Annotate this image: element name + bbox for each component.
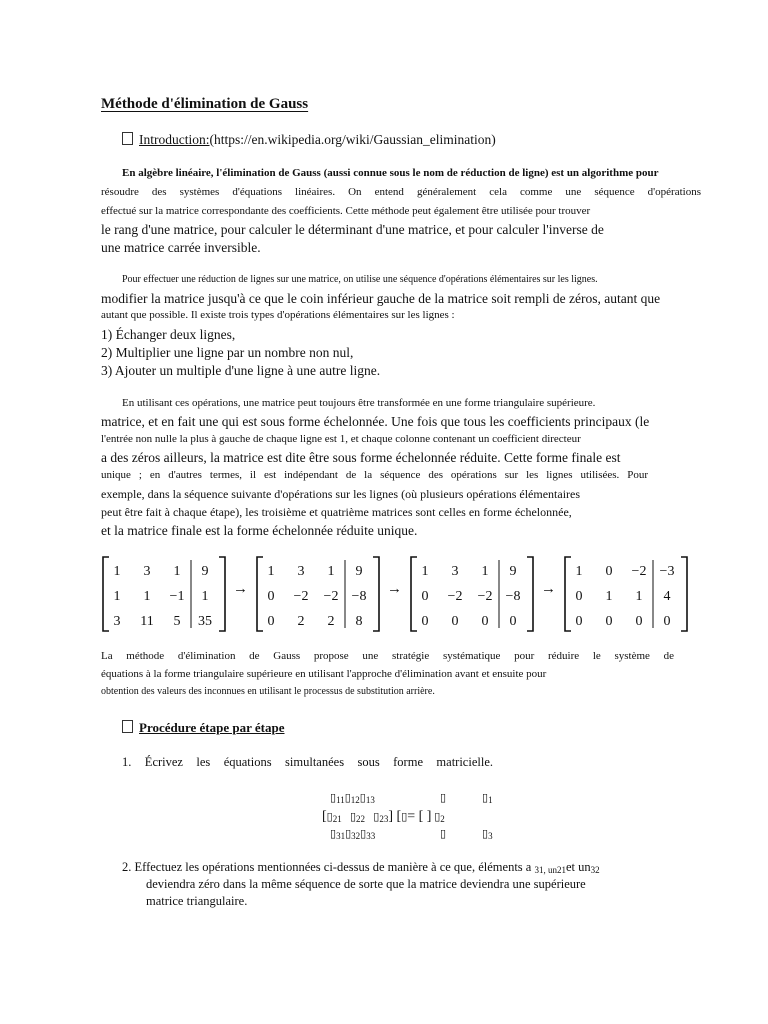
eqn-sub: 13	[365, 795, 375, 805]
matrix-cell: 1	[575, 564, 583, 579]
matrix-cell: 0	[267, 614, 275, 629]
step-2-sub: 31, un21	[534, 865, 566, 875]
placeholder-glyph: ▯	[440, 792, 447, 804]
matrix-cell: 9	[355, 564, 363, 579]
matrix-cell: −2	[631, 564, 647, 579]
matrix-cell: 0	[267, 589, 275, 604]
placeholder-glyph: ▯	[360, 828, 367, 840]
wikipedia-link[interactable]: (https://en.wikipedia.org/wiki/Gaussian_elimination)	[209, 132, 496, 147]
matrix-cell: 4	[663, 589, 671, 604]
placeholder-glyph: ▯	[330, 792, 337, 804]
p1-line-3: effectué sur la matrice correspondante des coefficients. Cette méthode peut également être utilisée pour trouver	[101, 205, 591, 217]
p2-line-3: autant que possible. Il existe trois types d'opérations élémentaires sur les lignes :	[101, 309, 455, 321]
matrix-cell: −8	[351, 589, 367, 604]
arrow-icon: →	[233, 581, 248, 597]
checkbox-icon	[122, 132, 133, 145]
matrix-cell: −2	[323, 589, 339, 604]
matrix-cell: 0	[481, 614, 489, 629]
p2-line-2: modifier la matrice jusqu'à ce que le coin inférieur gauche de la matrice soit rempli de zéros, autant que	[101, 291, 661, 306]
p4-line-1: La méthode d'élimination de Gauss propose une stratégie systématique pour réduire le système de	[101, 650, 674, 662]
eqn-sub: 3	[488, 831, 493, 841]
matrix-cell: −2	[447, 589, 463, 604]
matrix-cell: 5	[173, 614, 181, 629]
p3-line-8: et la matrice finale est la forme échelonnée réduite unique.	[101, 523, 418, 538]
p3-line-2: matrice, et en fait une qui est sous forme échelonnée. Une fois que tous les coefficients principaux (le	[101, 414, 650, 429]
p3-line-6: exemple, dans la séquence suivante d'opérations sur les lignes (où plusieurs opérations élémentaires	[101, 487, 581, 501]
placeholder-glyph: ▯	[349, 811, 357, 823]
matrix-cell: 1	[113, 589, 121, 604]
matrix-cell: 35	[198, 614, 212, 629]
matrix-cell: 1	[421, 564, 429, 579]
matrix-cell: 3	[113, 614, 121, 629]
matrix-cell: 0	[451, 614, 459, 629]
p4-line-3: obtention des valeurs des inconnues en utilisant le processus de substitution arrière.	[101, 686, 435, 697]
matrix-cell: 9	[509, 564, 517, 579]
matrix-cell: 1	[113, 564, 121, 579]
placeholder-glyph: ▯	[401, 811, 408, 823]
matrix-cell: 0	[575, 589, 583, 604]
augmented-matrix	[409, 555, 535, 633]
matrix-cell: −1	[169, 589, 185, 604]
p1-line-2: résoudre des systèmes d'équations linéaires. On entend généralement cela comme une séquence d'opérations	[101, 186, 701, 198]
intro-line	[122, 132, 496, 148]
p3-line-1: En utilisant ces opérations, une matrice peut toujours être transformée en une forme triangulaire supérieure.	[122, 397, 596, 409]
matrix-cell: 1	[327, 564, 335, 579]
section-heading	[122, 720, 285, 736]
p1-line-5: une matrice carrée inversible.	[101, 240, 261, 255]
matrix-cell: 1	[267, 564, 275, 579]
right-bracket	[219, 557, 225, 631]
matrix-cell: 11	[140, 614, 154, 629]
list-item: 1) Échanger deux lignes,	[101, 327, 236, 342]
left-bracket	[103, 557, 109, 631]
eqn-row-3	[330, 827, 375, 841]
matrix-cell: 1	[481, 564, 489, 579]
eqn-sub: 23	[379, 814, 389, 824]
matrix-cell: 0	[575, 614, 583, 629]
intro-label: Introduction:	[139, 132, 210, 147]
p1-line-4: le rang d'une matrice, pour calculer le déterminant d'une matrice, et pour calculer l'inverse de	[101, 222, 604, 237]
eqn-sub: 32	[351, 831, 361, 841]
eqn-sub: 11	[336, 795, 345, 805]
step-2-sub: 32	[590, 865, 600, 875]
step-1: 1. Écrivez les équations simultanées sous forme matricielle.	[122, 755, 493, 769]
matrix-cell: 9	[201, 564, 209, 579]
eqn-row-1	[330, 791, 375, 805]
matrix-cell: 1	[201, 589, 209, 604]
placeholder-glyph: ▯	[482, 792, 489, 804]
step-2-text: 2. Effectuez les opérations mentionnées ci-dessus de manière à ce que, éléments a	[122, 860, 532, 874]
matrix-cell: 1	[635, 589, 643, 604]
matrix-cell: 3	[143, 564, 151, 579]
matrix-cell: −2	[477, 589, 493, 604]
list-item: 3) Ajouter un multiple d'une ligne à une autre ligne.	[101, 363, 381, 378]
placeholder-glyph: ▯	[482, 828, 489, 840]
matrix-cell: 2	[297, 614, 305, 629]
eqn-bracket: ] [	[388, 809, 402, 824]
placeholder-glyph: ▯	[434, 811, 441, 823]
matrix-cell: 0	[605, 614, 613, 629]
matrix-cell: −8	[505, 589, 521, 604]
placeholder-glyph: ▯	[359, 792, 366, 804]
augmented-matrix	[101, 555, 227, 633]
eqn-equals: = [ ]	[407, 809, 432, 824]
matrix-cell: 1	[173, 564, 181, 579]
matrix-cell: 1	[143, 589, 151, 604]
placeholder-glyph: ▯	[344, 792, 351, 804]
eqn-rhs-3	[482, 827, 493, 841]
augmented-matrix	[563, 555, 689, 633]
matrix-cell: 3	[297, 564, 305, 579]
right-bracket	[527, 557, 533, 631]
arrow-icon: →	[541, 581, 556, 597]
p4-line-2: équations à la forme triangulaire supérieure en utilisant l'approche d'élimination avant et ensuite pour	[101, 668, 547, 680]
checkbox-icon	[122, 720, 133, 733]
p3-line-3: l'entrée non nulle la plus à gauche de chaque ligne est 1, et chaque colonne contenant un coefficient directeur	[101, 433, 581, 445]
left-bracket	[411, 557, 417, 631]
placeholder-glyph: ▯	[440, 828, 447, 840]
step-2-line-1	[122, 860, 600, 875]
eqn-rhs-1	[482, 791, 493, 805]
placeholder-glyph: ▯	[326, 811, 333, 823]
right-bracket	[681, 557, 687, 631]
eqn-sub: 1	[488, 795, 493, 805]
page-title: Méthode d'élimination de Gauss	[101, 96, 309, 112]
step-2-line-3: matrice triangulaire.	[146, 894, 248, 908]
arrow-icon: →	[387, 581, 402, 597]
p2-line-1: Pour effectuer une réduction de lignes sur une matrice, on utilise une séquence d'opérations élémentaires sur les lignes.	[122, 274, 598, 285]
p3-line-4: a des zéros ailleurs, la matrice est dite être sous forme échelonnée réduite. Cette forme finale est	[101, 450, 621, 465]
matrix-cell: 0	[663, 614, 671, 629]
matrix-sequence	[101, 555, 691, 633]
section-title: Procédure étape par étape	[139, 720, 285, 735]
list-item: 2) Multiplier une ligne par un nombre non nul,	[101, 345, 354, 360]
matrix-cell: 2	[327, 614, 335, 629]
placeholder-glyph: ▯	[373, 811, 380, 823]
eqn-sub: 33	[366, 831, 376, 841]
step-2-line-2: deviendra zéro dans la même séquence de sorte que la matrice deviendra une supérieure	[146, 877, 586, 891]
right-bracket	[373, 557, 379, 631]
eqn-sub: 12	[350, 795, 360, 805]
eqn-sub: 31	[336, 831, 346, 841]
p1-line-1: En algèbre linéaire, l'élimination de Gauss (aussi connue sous le nom de réduction de ligne) est un algorithme pour	[122, 167, 659, 179]
left-bracket	[257, 557, 263, 631]
matrix-cell: −3	[659, 564, 675, 579]
placeholder-glyph: ▯	[330, 828, 337, 840]
p3-line-5: unique ; en d'autres termes, il est indépendant de la séquence des opérations sur les lignes utilisées. Pour	[101, 469, 648, 481]
matrix-cell: 0	[421, 589, 429, 604]
left-bracket	[565, 557, 571, 631]
matrix-cell: 8	[355, 614, 363, 629]
eqn-sub: 21	[332, 814, 342, 824]
matrix-cell: 3	[451, 564, 459, 579]
matrix-cell: 0	[421, 614, 429, 629]
matrix-cell: 0	[509, 614, 517, 629]
p3-line-7: peut être fait à chaque étape), les troisième et quatrième matrices sont celles en forme échelonnée,	[101, 505, 572, 519]
augmented-matrix	[255, 555, 381, 633]
eqn-sub: 22	[356, 814, 366, 824]
step-2-text: et un	[565, 860, 591, 874]
matrix-cell: 1	[605, 589, 613, 604]
matrix-cell: 0	[635, 614, 643, 629]
eqn-sub: 2	[440, 814, 445, 824]
matrix-cell: −2	[293, 589, 309, 604]
eqn-row-2: [▯21 ▯22 ▯23] [▯= [ ] ▯2	[322, 809, 445, 824]
placeholder-glyph: ▯	[345, 828, 352, 840]
matrix-cell: 0	[605, 564, 613, 579]
